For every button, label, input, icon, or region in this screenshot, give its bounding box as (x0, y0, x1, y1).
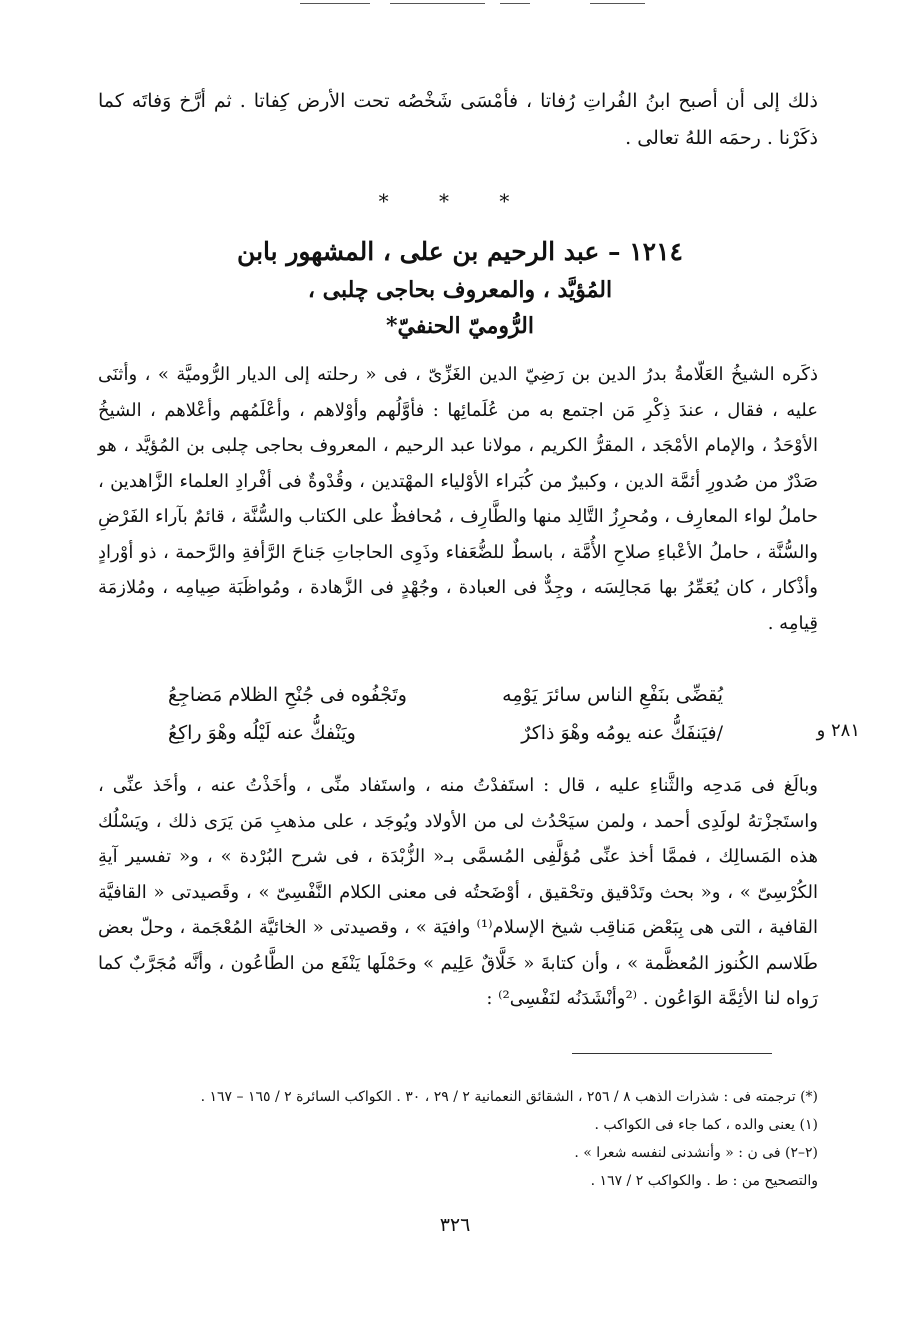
footnote: (٢–٢) فى ن : « وأنشدنى لنفسه شعرا » . (574, 1145, 818, 1161)
verse-hemistich: /فيَنفَكُّ عنه يومُه وهْوَ ذاكرٌ (521, 722, 723, 744)
section-separator: * * * (378, 189, 532, 213)
heading-line-2: المُؤيَّد ، والمعروف بحاجى چلبى ، (307, 277, 613, 303)
verse-hemistich: يُقضِّى بنَفْعِ الناس سائرَ يَوْمِه (502, 684, 723, 706)
footnote: (*) ترجمته فى : شذرات الذهب ٨ / ٢٥٦ ، الشقائق النعمانية ٢ / ٢٩ ، ٣٠ . الكواكب السائرة ٢ / ١٦٥ – ١٦٧ . (200, 1089, 818, 1105)
footnote-divider (572, 1053, 772, 1054)
heading-line-1: ١٢١٤ – عبد الرحيم بن على ، المشهور بابن (237, 237, 683, 266)
main-paragraph: ذكَره الشيخُ العَلّامةُ بدرُ الدين بن رَضِيّ الدين الغَزِّىّ ، فى « رحلته إلى الديار الرُّوميَّة » ، وأثنَى عليه ، فقال ، عندَ ذِكْرِ مَن اجتمع به من عُلَمائِها : فأوَّلُهم وأوْلاهم ، وأعْلَمُهم وأعْلاهم ، الشيخُ الأوْحَدُ ، والإمام الأمْجَد ، المقرُّ الكريم ، مولانا عبد الرحيم ، المعروف بحاجى چلبى بن المُؤيَّد ، هو صَدْرٌ من صُدورِ أئمَّة الدين ، وكبيرٌ من كُبَراء الأوْلياء المهْتدين ، وقُدْوةٌ فى أفْرادِ العلماء الزَّاهدين ، حاملُ لواء المعارِف ، ومُحرِزُ التَّالِد منها والطَّارِف ، مُحافظٌ على الكتاب والسُّنَّة ، قائمٌ بآراء الفَرْضِ والسُّنَّة ، حاملُ الأعْباءِ صلاحِ الأُمَّة ، باسطٌ للضُّعَفاء وذَوِى الحاجاتِ جَناحَ الرَّأفةِ والرَّحمة ، ذو أوْرادٍ وأذْكار ، كان يُعَمِّرُ بها مَجالِسَه ، وجِدٌّ فى العبادة ، وجُهْدٍ فى الزَّهادة ، ومُواظَبَة صِيامِه ، ومُلازمَة قِيامِه . (98, 364, 818, 634)
page-number: ٣٢٦ (439, 1214, 471, 1236)
second-paragraph: وبالَغ فى مَدحِه والثَّناءِ عليه ، قال : استَفدْتُ منه ، واستَفاد منِّى ، وأخَذْتُ عنه ، وأخَذ عنِّى ، واستَجزْتهُ لولَدِى أحمد ، ولمن سيَحْدُث لى من الأولاد ويُوجَد ، على مذهبِ مَن يَرَى ذلك ، ويَسْلُك هذه المَسالِك ، فممَّا أخذ عنِّى مُؤلَّفِى المُسمَّى بـ« الزُّبْدَة ، فى شرح البُرْدة » ، و« تفسير آيةِ الكُرْسِىّ » ، و« بحث وتَدْقيق وتحْقيق ، أوْضَحتُه فى معنى الكلام النَّفْسِىّ » ، وقَصيدتى « القافيَّة القافية ، التى هى بِبَعْض مَناقِب شيخ الإسلام⁽¹⁾ وافيَة » ، وقصيدتى « الخائيَّة المُعْجَمة ، وحلّ بعض طَلاسم الكُنوز المُعظَّمة » ، وأن كتابةَ « خَلَّاقٌ عَلِيم » وحَمْلَها يَنْفَع من الطَّاعُون ، وأنَّه مُجَرَّبٌ كما رَواه لنا الأئِمَّة الوَاعُون . ⁽²وأنْشَدَنُه لنَفْسِى²⁾ : (98, 775, 819, 1009)
verse-hemistich: وتَجْفُوه فى جُنْحِ الظلام مَضاجِعُ (168, 684, 407, 706)
manuscript-folio-note: ٢٨١ و (816, 720, 860, 741)
top-header-rules (300, 3, 645, 7)
intro-paragraph: ذلك إلى أن أصبح ابنُ الفُراتِ رُفاتا ، فأمْسَى شَخْصُه تحت الأرض كِفاتا . ثم أرَّخ وَفاتَه كما ذكَرْنا . رحمَه اللهُ تعالى . (98, 90, 818, 149)
footnote: (١) يعنى والده ، كما جاء فى الكواكب . (594, 1117, 818, 1133)
poem-verses (168, 676, 723, 752)
entry-heading (160, 232, 760, 344)
poem-verse (168, 714, 723, 752)
verse-hemistich: ويَنْفكُّ عنه لَيْلُه وهْوَ راكِعُ (168, 722, 356, 744)
footnote: والتصحيح من : ط . والكواكب ٢ / ١٦٧ . (590, 1173, 818, 1189)
poem-verse (168, 676, 723, 714)
heading-line-3: الرُّوميّ الحنفيّ* (386, 313, 534, 339)
footnotes (98, 1083, 818, 1195)
